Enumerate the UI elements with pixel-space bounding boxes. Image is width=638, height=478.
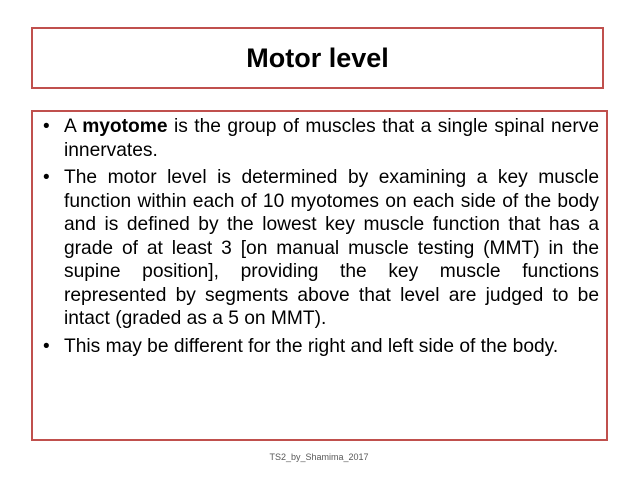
bullet-list bbox=[42, 115, 599, 358]
bullet-text: This may be different for the right and left side of the body. bbox=[64, 335, 559, 357]
bullet-icon: • bbox=[43, 116, 50, 137]
bullet-text-post: is the group of muscles that a single spinal nerve innervates. bbox=[64, 116, 599, 161]
content-box bbox=[31, 110, 608, 441]
bullet-icon: • bbox=[43, 335, 50, 357]
bullet-term-myotome: myotome bbox=[82, 116, 168, 137]
bullet-icon: • bbox=[43, 167, 50, 188]
bullet-item bbox=[42, 115, 599, 162]
bullet-text: The motor level is determined by examining a key muscle function within each of 10 myotomes on each side of the body and is defined by the lowest key muscle function that has a grade of at least 3 [on manual muscle testing (MMT) in the supine position], providing the key muscle functions represented by segments above that level are judged to be intact (graded as a 5 on MMT). bbox=[64, 167, 599, 329]
bullet-item bbox=[42, 166, 599, 331]
bullet-item bbox=[42, 335, 599, 359]
title-box bbox=[31, 27, 604, 89]
bullet-text-pre: A bbox=[64, 116, 83, 137]
slide-title: Motor level bbox=[246, 42, 389, 73]
footer-credit: TS2_by_Shamima_2017 bbox=[269, 452, 369, 462]
